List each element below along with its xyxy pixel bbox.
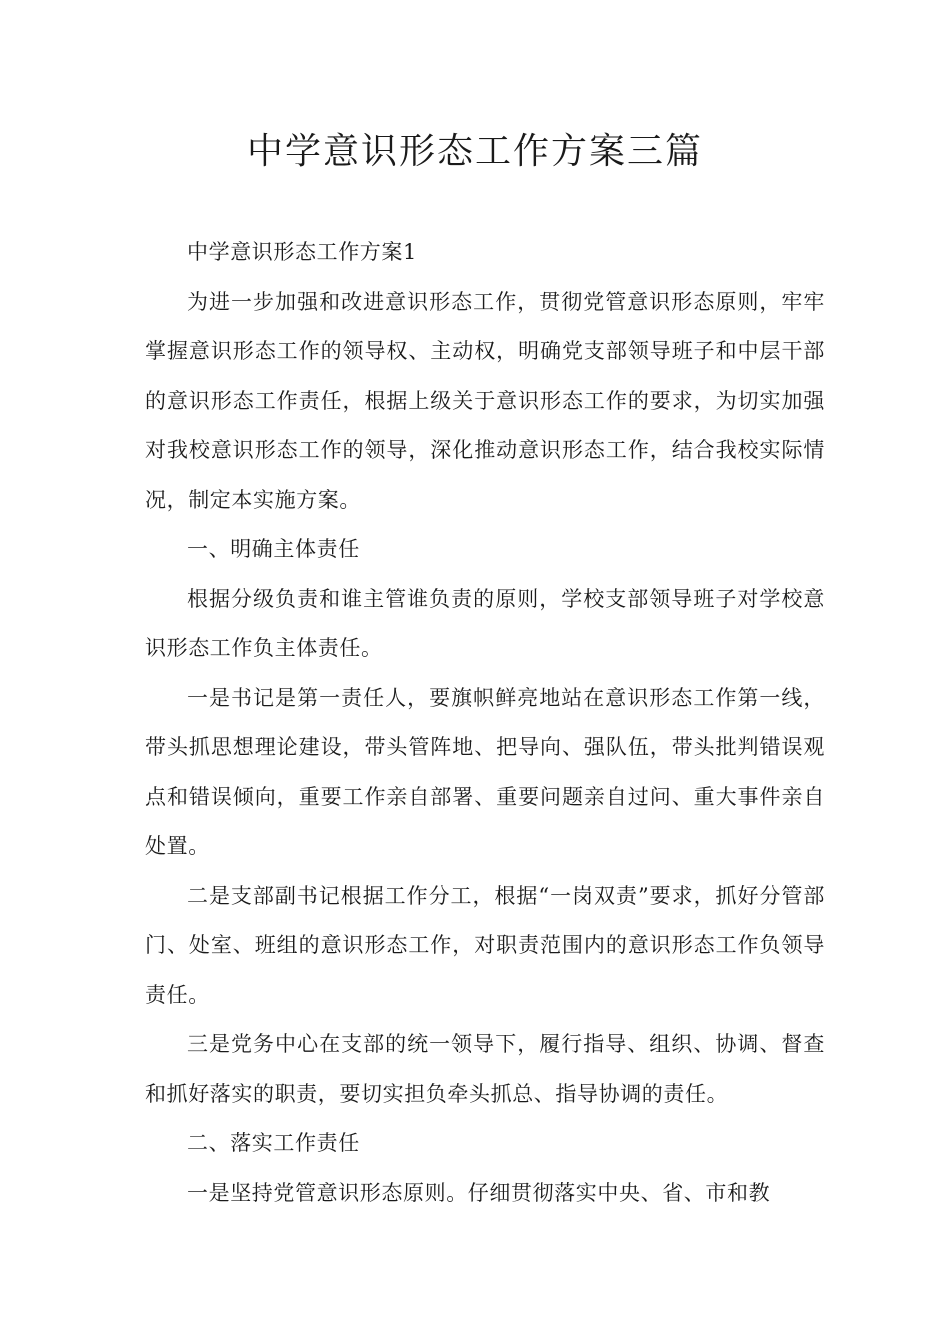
section-heading-2: 二、落实工作责任: [187, 1131, 360, 1155]
section-heading-plan-1: 中学意识形态工作方案1: [187, 240, 417, 264]
document-title: 中学意识形态工作方案三篇: [246, 131, 703, 172]
paragraph: 一是坚持党管意识形态原则。仔细贯彻落实中央、省、市和教: [187, 1180, 771, 1205]
paragraph: 二是支部副书记根据工作分工，根据“一岗双责”要求，抓好分管部门、处室、班组的意识形态工作，对职责范围内的意识形态工作负领导责任。: [145, 883, 825, 1007]
paragraph: 三是党务中心在支部的统一领导下，履行指导、组织、协调、督查和抓好落实的职责，要切实担负牵头抓总、指导协调的责任。: [145, 1032, 825, 1106]
paragraph-intro: 为进一步加强和改进意识形态工作，贯彻党管意识形态原则，牢牢掌握意识形态工作的领导权、主动权，明确党支部领导班子和中层干部的意识形态工作责任，根据上级关于意识形态工作的要求，为切实加强对我校意识形态工作的领导，深化推动意识形态工作，结合我校实际情况，制定本实施方案。: [145, 289, 825, 512]
paragraph: 一是书记是第一责任人，要旗帜鲜亮地站在意识形态工作第一线，带头抓思想理论建设，带头管阵地、把导向、强队伍，带头批判错误观点和错误倾向，重要工作亲自部署、重要问题亲自过问、重大事件亲自处置。: [145, 685, 825, 858]
paragraph: 根据分级负责和谁主管谁负责的原则，学校支部领导班子对学校意识形态工作负主体责任。: [145, 586, 825, 660]
document-body: [145, 228, 825, 1218]
section-heading-1: 一、明确主体责任: [187, 537, 360, 561]
